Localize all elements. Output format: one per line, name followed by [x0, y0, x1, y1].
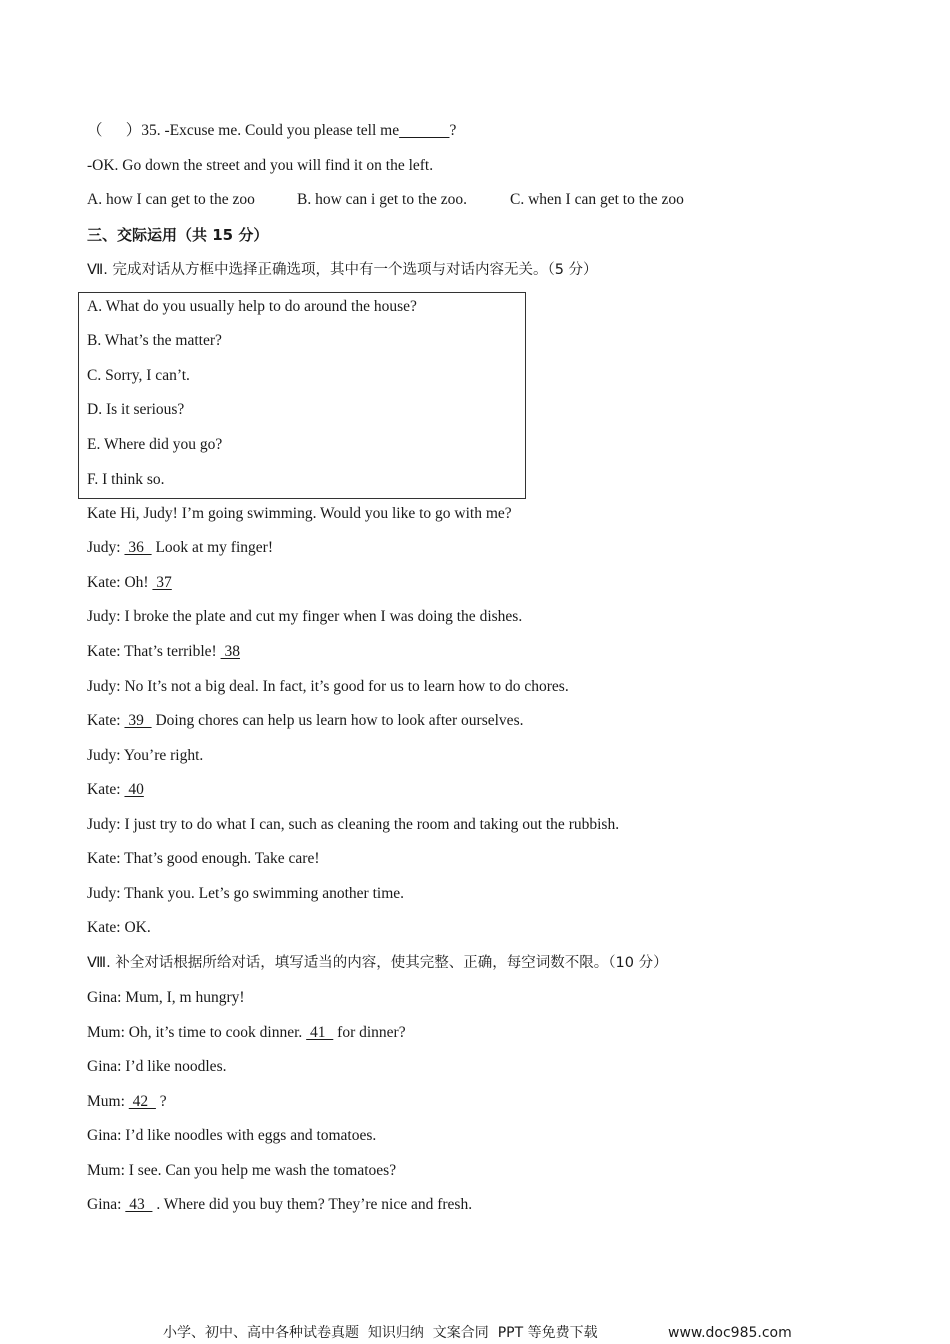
dialogue-line: Kate: 40 — [87, 781, 144, 798]
box-option-a: A. What do you usually help to do around the house? — [87, 298, 417, 315]
dialogue-line: Judy: 36 Look at my finger! — [87, 539, 273, 556]
q35-stem: 35. -Excuse me. Could you please tell me — [141, 122, 400, 139]
blank-38: 38 — [220, 643, 240, 660]
q35-option-b: B. how can i get to the zoo. — [297, 191, 468, 208]
options-box — [78, 292, 526, 499]
dialogue-line: Judy: I broke the plate and cut my finger when I was doing the dishes. — [87, 608, 523, 625]
dialogue-line: Kate: That’s good enough. Take care! — [87, 850, 320, 867]
footer-website-link[interactable]: www.doc985.com — [668, 1325, 792, 1341]
box-option-b: B. What’s the matter? — [87, 332, 222, 349]
box-option-f: F. I think so. — [87, 471, 165, 488]
q35-option-c: C. when I can get to the zoo — [510, 191, 684, 208]
part7-instruction: Ⅶ. 完成对话从方框中选择正确选项，其中有一个选项与对话内容无关。（5 分） — [87, 262, 598, 278]
box-option-c: C. Sorry, I can’t. — [87, 367, 190, 384]
blank-36: 36 — [124, 539, 152, 556]
dialogue-line: Kate: 39 Doing chores can help us learn how to look after ourselves. — [87, 712, 524, 729]
dialogue-line: Mum: Oh, it’s time to cook dinner. 41 for dinner? — [87, 1024, 406, 1041]
dialogue-line: Judy: You’re right. — [87, 747, 204, 764]
dialogue-line: Judy: No It’s not a big deal. In fact, it’s good for us to learn how to do chores. — [87, 678, 569, 695]
dialogue-line: Kate: Oh! 37 — [87, 574, 172, 591]
answer-parenthesis: （ ） — [87, 122, 142, 139]
box-option-d: D. Is it serious? — [87, 401, 185, 418]
part8-instruction: Ⅷ. 补全对话根据所给对话，填写适当的内容，使其完整、正确，每空词数不限。（10 分） — [87, 955, 668, 971]
blank-39: 39 — [124, 712, 152, 729]
q35-line — [87, 121, 456, 141]
dialogue-line: Gina: 43 . Where did you buy them? They’re nice and fresh. — [87, 1196, 473, 1213]
blank-43: 43 — [125, 1196, 153, 1213]
q35-option-a: A. how I can get to the zoo — [87, 191, 255, 208]
q35-blank — [399, 122, 449, 139]
dialogue-line: Kate Hi, Judy! I’m going swimming. Would you like to go with me? — [87, 505, 512, 522]
dialogue-line: Gina: I’d like noodles. — [87, 1058, 227, 1075]
dialogue-line: Gina: Mum, I, m hungry! — [87, 989, 245, 1006]
q35-reply: -OK. Go down the street and you will find it on the left. — [87, 157, 434, 174]
blank-37: 37 — [152, 574, 172, 591]
q35-end: ? — [449, 122, 457, 139]
dialogue-line: Mum: I see. Can you help me wash the tomatoes? — [87, 1162, 397, 1179]
dialogue-line: Judy: I just try to do what I can, such as cleaning the room and taking out the rubbish. — [87, 816, 620, 833]
blank-41: 41 — [306, 1024, 334, 1041]
blank-40: 40 — [124, 781, 144, 798]
section-heading: 三、交际运用（共 15 分） — [87, 226, 269, 244]
dialogue-line: Mum: 42 ? — [87, 1093, 167, 1110]
blank-42: 42 — [128, 1093, 156, 1110]
dialogue-line: Kate: That’s terrible! 38 — [87, 643, 240, 660]
dialogue-line: Gina: I’d like noodles with eggs and tomatoes. — [87, 1127, 377, 1144]
dialogue-line: Judy: Thank you. Let’s go swimming another time. — [87, 885, 405, 902]
footer-promo-text: 小学、初中、高中各种试卷真题 知识归纳 文案合同 PPT 等免费下载 — [163, 1325, 598, 1341]
box-option-e: E. Where did you go? — [87, 436, 223, 453]
dialogue-line: Kate: OK. — [87, 919, 151, 936]
